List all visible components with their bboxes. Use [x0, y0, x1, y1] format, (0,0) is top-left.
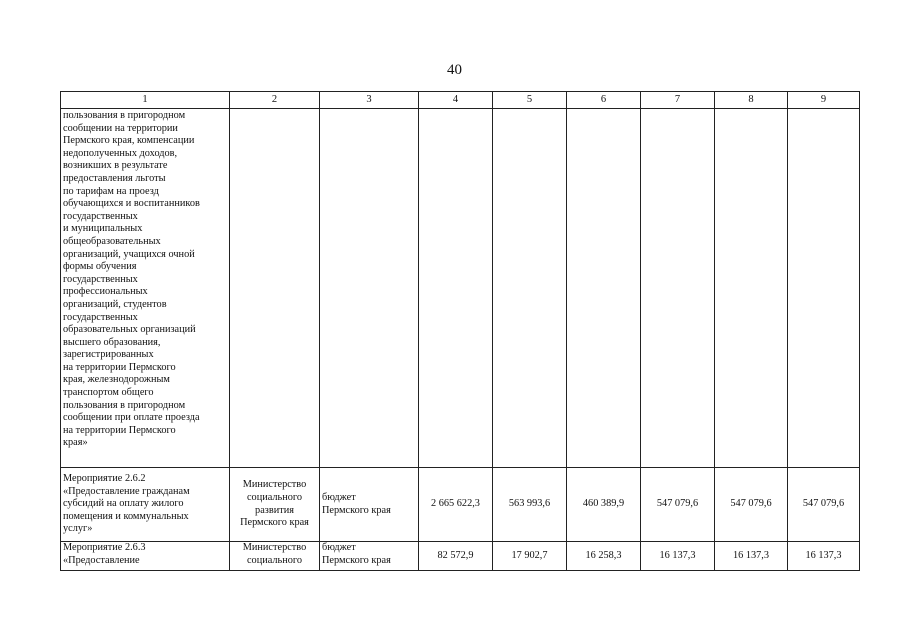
table-row-continuation: [61, 109, 860, 468]
value-cell: 547 079,6: [715, 468, 788, 542]
empty-cell: [567, 109, 641, 468]
description-cell: Мероприятие 2.6.3 «Предоставление: [61, 542, 230, 571]
header-cell: 8: [715, 92, 788, 109]
executor-cell: Министерство социального: [230, 542, 320, 571]
header-cell: 4: [419, 92, 493, 109]
value-cell: 16 137,3: [715, 542, 788, 571]
value-cell: 563 993,6: [493, 468, 567, 542]
empty-cell: [641, 109, 715, 468]
header-cell: 2: [230, 92, 320, 109]
page-number: 40: [447, 62, 462, 78]
value-cell: 17 902,7: [493, 542, 567, 571]
source-cell: бюджет Пермского края: [320, 542, 419, 571]
empty-cell: [493, 109, 567, 468]
value-cell: 460 389,9: [567, 468, 641, 542]
value-cell: 547 079,6: [641, 468, 715, 542]
empty-cell: [419, 109, 493, 468]
empty-cell: [715, 109, 788, 468]
value-cell-total: 2 665 622,3: [419, 468, 493, 542]
empty-cell: [788, 109, 860, 468]
table-row: [61, 468, 860, 542]
header-cell: 5: [493, 92, 567, 109]
source-cell: бюджет Пермского края: [320, 468, 419, 542]
value-cell: 16 137,3: [641, 542, 715, 571]
empty-cell: [230, 109, 320, 468]
header-cell: 1: [61, 92, 230, 109]
header-cell: 9: [788, 92, 860, 109]
description-cell: пользования в пригородном сообщении на территории Пермского края, компенсации недополученных доходов, возникших в результате предоставления льготы по тарифам на проезд обучающихся и воспитанников государственных и муниципальных общеобразовательных организаций, учащихся очной формы обучения государственных профессиональных организаций, студентов государственных образовательных организаций высшего образования, зарегистрированных на территории Пермского края, железнодорожным транспортом общего пользования в пригородном сообщении при оплате проезда на территории Пермского края»: [61, 109, 230, 468]
table-row: [61, 542, 860, 571]
value-cell: 16 258,3: [567, 542, 641, 571]
description-cell: Мероприятие 2.6.2 «Предоставление гражданам субсидий на оплату жилого помещения и коммунальных услуг»: [61, 468, 230, 542]
executor-cell: Министерство социального развития Пермского края: [230, 468, 320, 542]
value-cell: 16 137,3: [788, 542, 860, 571]
value-cell-total: 82 572,9: [419, 542, 493, 571]
header-cell: 7: [641, 92, 715, 109]
budget-table: [60, 91, 860, 571]
value-cell: 547 079,6: [788, 468, 860, 542]
header-cell: 6: [567, 92, 641, 109]
header-cell: 3: [320, 92, 419, 109]
header-row: [61, 92, 860, 109]
empty-cell: [320, 109, 419, 468]
